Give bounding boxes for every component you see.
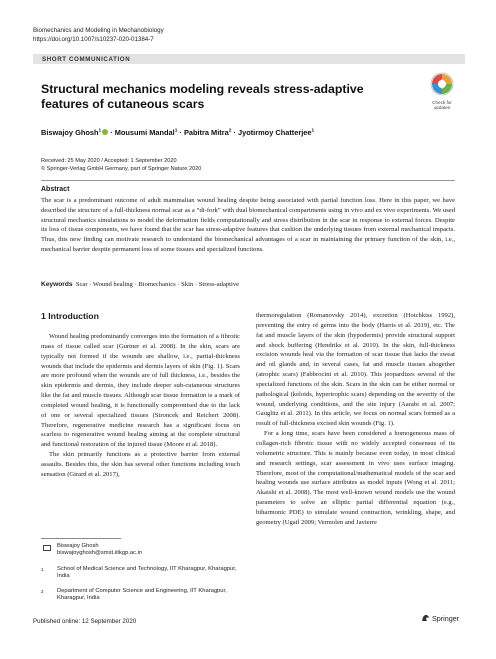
author-name[interactable]: Mousumi Mandal xyxy=(114,128,175,137)
corresponding-author xyxy=(41,543,240,558)
check-for-updates-icon[interactable] xyxy=(425,70,459,104)
springer-horse-icon xyxy=(421,614,430,622)
affiliation-text: School of Medical Science and Technology, IIT Kharagpur, Kharagpur, India xyxy=(57,566,237,580)
divider xyxy=(41,180,455,181)
corresponding-name: Biswajoy Ghosh xyxy=(57,543,99,549)
affiliation-number: 2 xyxy=(41,589,44,594)
author-list: Biswajoy Ghosh$^1$ · Mousumi Mandal$^1$ · Pabitra Mitra$^2$ · Jyotirmoy Chatterjee$^1$ xyxy=(41,128,315,137)
right-column xyxy=(256,311,455,528)
keywords-label: Keywords xyxy=(41,281,73,288)
author-name[interactable]: Jyotirmoy Chatterjee xyxy=(237,128,312,137)
paragraph: The skin primarily functions as a protective barrier from external assaults. Besides this, the skin has several other functions including touch sensation (Girard et al. 2017), xyxy=(41,451,240,478)
abstract-heading: Abstract xyxy=(41,186,70,193)
paragraph: Wound healing predominantly converges into the formation of a fibrotic mass of tissue called scar (Gurtner et al. 2008). In the skin, scars are typically not formed if the wounds are shallow, i.e., partial-thickness wounds that include the epidermis and dermis layers of skin (Fig. 1). Scars are more profound when the wounds are of full thickness, i.e., besides the skin epidermis and dermis, they include deeper sub-cutaneous structures like the fat and muscle tissues. Although scar tissue formation is a mark of completed wound healing, it is functionally compromised due to the lack of one or several specialized tissues (Stroncek and Reichert 2008). Therefore, regenerative medicine research has a significant focus on scarless to regenerative wound healing aiming at the complete structural and functional restoration of the injured tissue (Moore et al. 2018). xyxy=(41,333,240,449)
paper-title: Structural mechanics modeling reveals stress-adaptive features of cutaneous scars xyxy=(41,82,364,111)
keywords-list: Scar · Wound healing · Biomechanics · Skin · Stress-adaptive xyxy=(75,281,240,288)
keywords xyxy=(41,281,239,288)
orcid-icon[interactable] xyxy=(102,129,108,135)
abstract-text: The scar is a predominant outcome of adult mammalian wound healing despite being associated with partial function loss. Here in this paper, we have described the structure of a full-thickness normal scar as a “di-fork” with dual biomechanical compartments using in vivo and ex vivo experiments. We used structural mechanics simulations to model the deformation fields computationally and stress distribution in the scar in response to external forces. Despite its loss of tissue components, we have found that the scar has stress-adaptive features that cushion the underlying tissues from external mechanical impacts. Thus, this new finding can motivate research to understand the biomechanical advantages of a scar in maintaining the primary function of the skin, i.e., mechanical barrier despite permanent loss of some tissues and specialized functions. xyxy=(41,197,455,253)
article-history xyxy=(41,157,201,174)
section-label: SHORT COMMUNICATION xyxy=(42,55,131,63)
affiliation-text: Department of Computer Science and Engineering, IIT Kharagpur, Kharagpur, India xyxy=(57,588,227,602)
corresponding-email[interactable]: biswajoyghosh@smst.iitkgp.ac.in xyxy=(57,550,143,557)
author-affiliation: 1 xyxy=(98,128,102,134)
author-affiliation: 1 xyxy=(174,128,178,134)
received-accepted: Received: 25 May 2020 / Accepted: 1 September 2020 xyxy=(41,158,177,164)
journal-name: Biomechanics and Modeling in Mechanobiology xyxy=(33,27,164,34)
footnote-divider xyxy=(41,538,121,539)
affiliation-number: 1 xyxy=(41,567,44,572)
publisher-logo xyxy=(421,614,459,623)
published-date: Published online: 12 September 2020 xyxy=(33,618,137,625)
publisher-name: Springer xyxy=(432,614,460,623)
doi-link[interactable]: https://doi.org/10.1007/s10237-020-01384-7 xyxy=(33,36,154,43)
author-name[interactable]: Pabitra Mitra xyxy=(183,128,229,137)
left-column xyxy=(41,332,240,480)
author-name[interactable]: Biswajoy Ghosh xyxy=(41,128,99,137)
paragraph: thermoregulation (Romanovsky 2014), excretion (Hotchkiss 1992), preventing the entry of germs into the body (Harris et al. 2019), etc. The fat and muscle layers of the skin (hypodermis) provide structural support and shock buffering (Hendriks et al. 2010). In the skin, full-thickness excision wounds heal via the formation of scar tissue that lacks the sweat and oil glands and, in several cases, fat and muscle tissues altogether (atrophic scars) (Fabbrocini et al. 2010). This jeopardizes several of the specialized functions of the skin. Scars in the skin can be either normal or pathological (keloids, hypertrophic scars) depending on the severity of the wound, underlying conditions, and the site injury (Aarabi et al. 2007; Gauglitz et al. 2011). In this article, we focus on normal scars formed as a result of full-thickness excised skin wounds (Fig. 1). xyxy=(256,312,455,428)
affiliation-1 xyxy=(41,566,240,581)
author-affiliation: 2 xyxy=(228,128,232,134)
affiliation-2 xyxy=(41,588,240,603)
paragraph: For a long time, scars have been considered a homogeneous mass of collagen-rich fibrotic tissue with no widely accepted consensus of its volumetric structure. This is mainly because even today, in most clinical and research settings, scar assessment in vivo uses surface imaging. Therefore, most of the computational/mathematical models of the scar and healing wounds use surface attributes as model inputs (Wong et al. 2011; Akaishi et al. 2008). The most well-known wound models use the wound parameters to solve an elliptic partial differential equation (e.g., biharmonic PDE) to simulate wound contraction, wrinkling, shape, and geometry (Ugail 2009; Vermolen and Javierre xyxy=(256,430,455,526)
copyright: © Springer-Verlag GmbH Germany, part of Springer Nature 2020 xyxy=(41,166,202,173)
section-heading: 1 Introduction xyxy=(41,311,99,321)
section-band xyxy=(33,54,465,64)
check-for-updates-label: Check for updates xyxy=(432,100,452,111)
author-affiliation: 1 xyxy=(311,128,315,134)
